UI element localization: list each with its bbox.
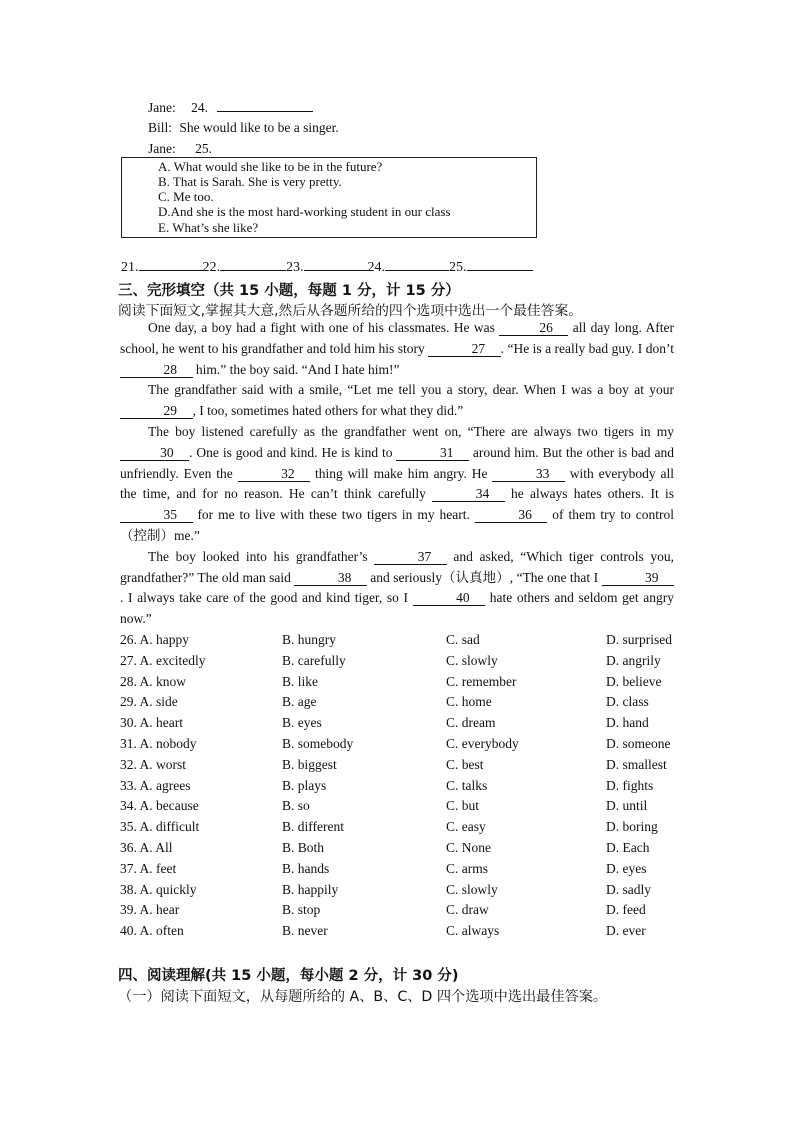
blank-26[interactable] [499,321,568,336]
option-b[interactable]: B. carefully [282,652,346,668]
speaker: Jane: [148,141,176,156]
dialogue-line-24 [148,99,313,116]
option-d[interactable]: D. fights [606,777,654,793]
option-d[interactable]: D. feed [606,902,646,918]
passage-text: . I always take care of the good and kind tiger, so I [120,590,413,606]
passage-text: The grandfather said with a smile, “Let me tell you a story, dear. When I was a boy at your [148,382,674,398]
passage-text: and seriously（认真地）, “The one that I [366,569,602,585]
option-c[interactable]: C. everybody [446,736,519,751]
option-d[interactable]: D. eyes [606,860,647,876]
option-b[interactable]: B. eyes [282,715,322,731]
option-d[interactable]: D. sadly [606,881,651,897]
option-a[interactable]: 37. A. feet [120,860,177,876]
blank-number: 37 [417,548,432,564]
option-b: B. That is Sarah. She is very pretty. [158,174,342,189]
line-number[interactable]: 25. [195,141,303,158]
passage-text: with everybody all the time, and for no reason. He can’t think carefully [120,465,674,502]
option-a[interactable]: 40. A. often [120,923,184,939]
option-c[interactable]: C. slowly [446,652,498,668]
blank-27[interactable] [428,342,501,357]
blank-number: 31 [439,444,454,460]
option-d[interactable]: D. ever [606,923,646,939]
option-b[interactable]: B. plays [282,777,327,793]
option-c[interactable]: C. but [446,798,480,814]
passage-paragraph [120,422,674,547]
passage-text: . One is good and kind. He is kind to [189,444,397,460]
options-box [121,157,537,238]
option-b[interactable]: B. age [282,694,317,710]
question-row [120,694,680,714]
question-row [120,882,680,902]
option-c[interactable]: C. draw [446,902,489,918]
option-a[interactable]: 36. A. All [120,840,173,855]
answer-blank[interactable] [385,258,449,271]
answer-num: 24. [367,260,385,275]
dialogue-line-25 [148,141,303,158]
passage-text: him.” the boy said. “And I hate him!” [192,361,400,377]
passage-text: of them try to control（控制）me.” [120,507,674,543]
question-row [120,715,680,735]
option-c: C. Me too. [158,189,214,204]
passage-paragraph [120,547,674,630]
section-3-title: 三、完形填空（共 15 小题，每题 1 分，计 15 分） [118,283,460,299]
answer-num: 25. [449,260,467,275]
blank-number: 32 [281,465,295,481]
blank-32[interactable] [238,467,311,482]
question-row [120,736,680,756]
blank-28[interactable] [120,363,193,378]
question-row [120,778,680,798]
passage-text: and asked, “Which tiger controls you, grandfather?” The old man said [120,548,674,585]
speaker: Jane: [148,100,176,115]
option-a[interactable]: 32. A. worst [120,756,187,772]
option-c[interactable]: C. slowly [446,881,498,897]
option-a[interactable]: 38. A. quickly [120,881,197,897]
option-a[interactable]: 39. A. hear [120,902,180,918]
question-row [120,798,680,818]
option-a[interactable]: 34. A. because [120,798,199,814]
option-c[interactable]: C. None [446,840,491,855]
answer-num: 22. [202,260,220,275]
passage-paragraph [120,318,674,380]
speaker: Bill: [148,120,173,135]
option-d[interactable]: D. Each [606,840,650,855]
option-b[interactable]: B. hands [282,860,330,876]
blank-31[interactable] [396,446,469,461]
passage-text: hate others and seldom get angry now.” [120,590,674,627]
blank-37[interactable] [374,550,447,565]
section-4-instruction: （一）阅读下面短文，从每题所给的 A、B、C、D 四个选项中选出最佳答案。 [118,989,608,1005]
blank-number: 26 [539,320,553,335]
blank-number: 30 [160,444,174,460]
option-b[interactable]: B. Both [282,840,325,855]
passage-text: The boy looked into his grandfather’s [148,548,375,564]
option-c[interactable]: C. best [446,756,484,772]
blank-number: 34 [475,486,490,502]
option-c[interactable]: C. home [446,694,492,710]
passage-text: for me to live with these two tigers in my heart. [192,507,475,523]
option-d[interactable]: D. angrily [606,652,661,668]
option-b[interactable]: B. somebody [282,736,354,751]
blank-number: 28 [163,361,177,377]
blank-38[interactable] [294,571,367,586]
option-c[interactable]: C. easy [446,819,486,835]
option-d[interactable]: D. someone [606,736,671,751]
option-d[interactable]: D. class [606,694,649,710]
option-a[interactable]: 30. A. heart [120,715,183,731]
question-row [120,674,680,694]
question-row [120,819,680,839]
option-a[interactable]: 28. A. know [120,673,187,689]
option-d[interactable]: D. hand [606,715,649,731]
option-c[interactable]: C. always [446,923,500,939]
blank-number: 38 [337,569,352,585]
option-a[interactable]: 31. A. nobody [120,736,197,751]
option-c[interactable]: C. arms [446,860,488,876]
section-3-instruction: 阅读下面短文,掌握其大意,然后从各题所给的四个选项中选出一个最佳答案。 [118,303,583,319]
option-d[interactable]: D. until [606,798,648,814]
answer-blank[interactable] [217,99,313,112]
option-c[interactable]: C. remember [446,673,517,689]
blank-34[interactable] [432,487,505,502]
question-row [120,861,680,881]
blank-number: 39 [645,569,659,585]
passage-text: The boy listened carefully as the grandfather went on, “There are always two tigers in my [148,423,674,439]
option-a[interactable]: 35. A. difficult [120,819,200,835]
blank-40[interactable] [413,591,486,606]
answer-num: 21. [121,260,139,275]
blank-number: 29 [163,403,177,419]
option-b[interactable]: B. hungry [282,632,336,647]
passage-paragraph [120,380,674,422]
option-d[interactable]: D. boring [606,819,658,835]
passage-text: , I too, sometimes hated others for what they did.” [192,403,464,419]
option-a[interactable]: 27. A. excitedly [120,652,206,668]
option-b[interactable]: B. stop [282,902,321,918]
option-c[interactable]: C. dream [446,715,496,731]
blank-39[interactable] [602,571,675,586]
question-row [120,653,680,673]
answer-blank[interactable] [220,258,286,271]
option-d: D.And she is the most hard-working student in our class [158,204,451,219]
option-b[interactable]: B. happily [282,881,339,897]
blank-33[interactable] [492,467,565,482]
option-c[interactable]: C. sad [446,632,480,647]
blank-number: 27 [471,340,486,356]
blank-36[interactable] [475,508,548,523]
answer-blank[interactable] [304,258,368,271]
answer-num: 23. [286,260,304,275]
question-row [120,902,680,922]
passage-text: he always hates others. It is [504,486,674,502]
dialogue-line-bill [148,120,339,136]
passage-text: around him. But the other is bad and unfriendly. Even the [120,444,674,481]
answer-blank[interactable] [139,258,203,271]
option-b[interactable]: B. so [282,798,310,814]
blank-35[interactable] [120,508,193,523]
option-d[interactable]: D. believe [606,673,662,689]
option-a: A. What would she like to be in the future? [158,159,383,174]
passage-text: . “He is a really bad guy. I don’t [500,340,674,356]
blank-number: 35 [163,507,177,523]
blank-number: 36 [518,507,532,523]
question-row [120,757,680,777]
blank-number: 40 [456,590,470,606]
option-c[interactable]: C. talks [446,777,488,793]
option-a[interactable]: 26. A. happy [120,632,189,647]
option-a[interactable]: 33. A. agrees [120,777,191,793]
option-d[interactable]: D. smallest [606,756,667,772]
question-row [120,923,680,943]
option-d[interactable]: D. surprised [606,632,672,647]
answer-blank[interactable] [467,258,533,271]
option-e: E. What’s she like? [158,220,259,235]
question-row [120,840,680,860]
question-row [120,632,680,652]
blank-number: 33 [535,465,550,481]
option-b[interactable]: B. biggest [282,756,337,772]
option-b[interactable]: B. like [282,673,318,689]
answer-line [121,258,533,276]
dialogue-text: She would like to be a singer. [179,120,339,135]
option-a[interactable]: 29. A. side [120,694,178,710]
line-number: 24. [191,100,208,115]
blank-30[interactable] [120,446,189,461]
passage-text: thing will make him angry. He [310,465,493,481]
option-b[interactable]: B. never [282,923,328,939]
section-4-title: 四、阅读理解(共 15 小题，每小题 2 分，计 30 分) [118,968,459,984]
passage-text: One day, a boy had a fight with one of his classmates. He was [148,320,500,335]
passage-text: all day long. After school, he went to his grandfather and told him his story [120,320,674,356]
blank-29[interactable] [120,404,193,419]
cloze-passage [120,318,674,630]
option-b[interactable]: B. different [282,819,344,835]
